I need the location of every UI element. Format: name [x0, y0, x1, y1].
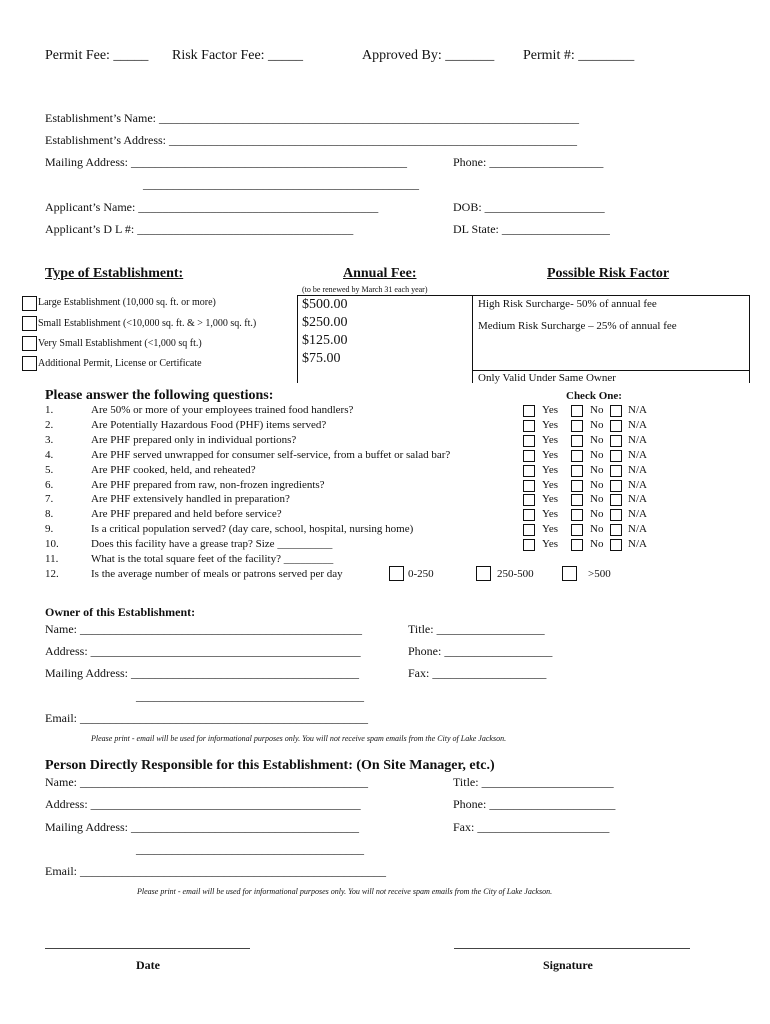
question-7-no-label: No — [590, 493, 604, 505]
possible-risk-factor-heading: Possible Risk Factor — [547, 266, 670, 281]
question-9-yes-checkbox[interactable] — [523, 524, 535, 536]
question-number: 5. — [45, 464, 54, 476]
question-10-no-label: No — [590, 538, 604, 550]
permit-fee-field[interactable]: Permit Fee: _____ — [45, 48, 149, 63]
question-4-no-label: No — [590, 449, 604, 461]
owner-email-note: Please print - email will be used for informational purposes only. You will not receive spam emails from the City of Lake Jackson. — [91, 734, 507, 743]
manager-email-field[interactable]: Email: ___________________________________________________ — [45, 864, 386, 878]
question-4-na-label: N/A — [628, 449, 647, 461]
question-3-no-label: No — [590, 434, 604, 446]
large-establishment-fee: $500.00 — [302, 297, 348, 312]
very-small-establishment-checkbox[interactable] — [22, 336, 37, 351]
questions-heading: Please answer the following questions: — [45, 388, 274, 403]
question-1-yes-checkbox[interactable] — [523, 405, 535, 417]
date-label: Date — [136, 958, 160, 972]
owner-title-field[interactable]: Title: __________________ — [408, 622, 545, 636]
owner-name-field[interactable]: Name: _______________________________________________ — [45, 622, 362, 636]
question-text: Are PHF prepared only in individual portions? — [91, 434, 297, 446]
question-4-yes-checkbox[interactable] — [523, 450, 535, 462]
question-number: 7. — [45, 493, 54, 505]
small-establishment-checkbox[interactable] — [22, 316, 37, 331]
question-6-yes-label: Yes — [542, 479, 559, 491]
question-3-yes-label: Yes — [542, 434, 559, 446]
question-number: 4. — [45, 449, 54, 461]
question-5-yes-checkbox[interactable] — [523, 465, 535, 477]
question-9-na-label: N/A — [628, 523, 647, 535]
phone-field[interactable]: Phone: ___________________ — [453, 155, 604, 169]
question-number: 3. — [45, 434, 54, 446]
question-text: Are PHF extensively handled in preparation? — [91, 493, 290, 505]
question-5-na-label: N/A — [628, 464, 647, 476]
question-9-no-checkbox[interactable] — [571, 524, 583, 536]
meals-250-500-label: 250-500 — [497, 568, 534, 580]
question-3-yes-checkbox[interactable] — [523, 435, 535, 447]
high-risk-surcharge: High Risk Surcharge- 50% of annual fee — [478, 298, 657, 310]
owner-fax-field[interactable]: Fax: ___________________ — [408, 666, 547, 680]
question-1-no-checkbox[interactable] — [571, 405, 583, 417]
question-2-yes-checkbox[interactable] — [523, 420, 535, 432]
mailing-address-field[interactable]: Mailing Address: ______________________________________________ — [45, 155, 407, 169]
question-number: 8. — [45, 508, 54, 520]
fee-table-inner-bottom — [472, 370, 750, 371]
applicant-name-field[interactable]: Applicant’s Name: ________________________________________ — [45, 200, 379, 214]
question-7-na-label: N/A — [628, 493, 647, 505]
annual-fee-heading: Annual Fee: — [343, 266, 417, 281]
manager-address-field[interactable]: Address: _____________________________________________ — [45, 797, 361, 811]
question-number: 12. — [45, 568, 59, 580]
annual-fee-note: (to be renewed by March 31 each year) — [302, 285, 428, 294]
question-2-na-checkbox[interactable] — [610, 420, 622, 432]
owner-heading: Owner of this Establishment: — [45, 605, 196, 619]
question-number: 1. — [45, 404, 54, 416]
check-one-label: Check One: — [566, 390, 622, 402]
question-1-na-label: N/A — [628, 404, 647, 416]
manager-mailing-line2[interactable]: ______________________________________ — [136, 842, 364, 856]
question-2-na-label: N/A — [628, 419, 647, 431]
question-8-no-label: No — [590, 508, 604, 520]
date-line[interactable] — [45, 948, 250, 949]
additional-permit-fee: $75.00 — [302, 351, 341, 366]
owner-phone-field[interactable]: Phone: __________________ — [408, 644, 553, 658]
question-text: Are PHF prepared and held before service? — [91, 508, 282, 520]
question-9-yes-label: Yes — [542, 523, 559, 535]
meals-over-500-checkbox[interactable] — [562, 566, 577, 581]
large-establishment-checkbox[interactable] — [22, 296, 37, 311]
question-3-na-checkbox[interactable] — [610, 435, 622, 447]
question-text: Is the average number of meals or patrons served per day — [91, 568, 343, 580]
question-6-no-checkbox[interactable] — [571, 480, 583, 492]
question-7-yes-label: Yes — [542, 493, 559, 505]
risk-factor-fee-field[interactable]: Risk Factor Fee: _____ — [172, 48, 304, 63]
question-8-na-label: N/A — [628, 508, 647, 520]
additional-permit-checkbox[interactable] — [22, 356, 37, 371]
question-text: Are PHF prepared from raw, non-frozen ingredients? — [91, 479, 325, 491]
question-3-no-checkbox[interactable] — [571, 435, 583, 447]
question-8-yes-label: Yes — [542, 508, 559, 520]
owner-address-field[interactable]: Address: _____________________________________________ — [45, 644, 361, 658]
question-10-yes-label: Yes — [542, 538, 559, 550]
question-text[interactable]: Does this facility have a grease trap? Size __________ — [91, 538, 333, 550]
fee-table-top-border — [297, 295, 750, 296]
question-8-yes-checkbox[interactable] — [523, 509, 535, 521]
manager-heading: Person Directly Responsible for this Establishment: (On Site Manager, etc.) — [45, 758, 495, 773]
question-number: 6. — [45, 479, 54, 491]
question-6-no-label: No — [590, 479, 604, 491]
question-6-yes-checkbox[interactable] — [523, 480, 535, 492]
question-9-na-checkbox[interactable] — [610, 524, 622, 536]
very-small-establishment-fee: $125.00 — [302, 333, 348, 348]
mailing-address-line2[interactable]: ______________________________________________ — [143, 177, 419, 191]
question-text: Is a critical population served? (day care, school, hospital, nursing home) — [91, 523, 414, 535]
question-3-na-label: N/A — [628, 434, 647, 446]
owner-mailing-line2[interactable]: ______________________________________ — [136, 689, 364, 703]
additional-permit-label: Additional Permit, License or Certificate — [38, 358, 202, 369]
question-7-na-checkbox[interactable] — [610, 494, 622, 506]
question-text: Are PHF cooked, held, and reheated? — [91, 464, 256, 476]
applicant-dl-field[interactable]: Applicant’s D L #: ____________________________________ — [45, 222, 354, 236]
medium-risk-surcharge: Medium Risk Surcharge – 25% of annual fee — [478, 320, 677, 332]
question-1-yes-label: Yes — [542, 404, 559, 416]
manager-fax-field[interactable]: Fax: ______________________ — [453, 820, 610, 834]
question-2-yes-label: Yes — [542, 419, 559, 431]
question-text: Are 50% or more of your employees trained food handlers? — [91, 404, 354, 416]
question-5-no-checkbox[interactable] — [571, 465, 583, 477]
large-establishment-label: Large Establishment (10,000 sq. ft. or more) — [38, 297, 216, 308]
question-10-yes-checkbox[interactable] — [523, 539, 535, 551]
small-establishment-fee: $250.00 — [302, 315, 348, 330]
question-7-no-checkbox[interactable] — [571, 494, 583, 506]
meals-over-500-label: >500 — [588, 568, 611, 580]
fee-table-left-border — [297, 295, 298, 383]
question-5-no-label: No — [590, 464, 604, 476]
permit-number-field[interactable]: Permit #: ________ — [523, 48, 635, 63]
valid-owner-note: Only Valid Under Same Owner — [478, 372, 616, 384]
question-7-yes-checkbox[interactable] — [523, 494, 535, 506]
meals-0-250-label: 0-250 — [408, 568, 434, 580]
question-6-na-checkbox[interactable] — [610, 480, 622, 492]
approved-by-field[interactable]: Approved By: _______ — [362, 48, 495, 63]
question-10-no-checkbox[interactable] — [571, 539, 583, 551]
question-4-na-checkbox[interactable] — [610, 450, 622, 462]
question-8-na-checkbox[interactable] — [610, 509, 622, 521]
manager-email-note: Please print - email will be used for informational purposes only. You will not receive spam emails from the City of Lake Jackson. — [137, 887, 553, 896]
manager-title-field[interactable]: Title: ______________________ — [453, 775, 614, 789]
manager-mailing-field[interactable]: Mailing Address: ______________________________________ — [45, 820, 359, 834]
question-9-no-label: No — [590, 523, 604, 535]
question-10-na-label: N/A — [628, 538, 647, 550]
question-5-na-checkbox[interactable] — [610, 465, 622, 477]
small-establishment-label: Small Establishment (<10,000 sq. ft. & > 1,000 sq. ft.) — [38, 318, 257, 329]
establishment-name-field[interactable]: Establishment’s Name: ______________________________________________________________________ — [45, 111, 579, 125]
dl-state-field[interactable]: DL State: __________________ — [453, 222, 610, 236]
question-10-na-checkbox[interactable] — [610, 539, 622, 551]
owner-email-field[interactable]: Email: ________________________________________________ — [45, 711, 368, 725]
manager-phone-field[interactable]: Phone: _____________________ — [453, 797, 616, 811]
question-8-no-checkbox[interactable] — [571, 509, 583, 521]
owner-mailing-field[interactable]: Mailing Address: ______________________________________ — [45, 666, 359, 680]
question-2-no-checkbox[interactable] — [571, 420, 583, 432]
establishment-address-field[interactable]: Establishment’s Address: ____________________________________________________________________ — [45, 133, 577, 147]
very-small-establishment-label: Very Small Establishment (<1,000 sq ft.) — [38, 338, 202, 349]
question-2-no-label: No — [590, 419, 604, 431]
question-text: Are PHF served unwrapped for consumer self-service, from a buffet or salad bar? — [91, 449, 451, 461]
question-6-na-label: N/A — [628, 479, 647, 491]
question-1-no-label: No — [590, 404, 604, 416]
question-text: Are Potentially Hazardous Food (PHF) items served? — [91, 419, 327, 431]
signature-line[interactable] — [454, 948, 690, 949]
question-4-yes-label: Yes — [542, 449, 559, 461]
meals-0-250-checkbox[interactable] — [389, 566, 404, 581]
meals-250-500-checkbox[interactable] — [476, 566, 491, 581]
question-number: 10. — [45, 538, 59, 550]
question-text[interactable]: What is the total square feet of the facility? _________ — [91, 553, 334, 565]
question-1-na-checkbox[interactable] — [610, 405, 622, 417]
question-4-no-checkbox[interactable] — [571, 450, 583, 462]
question-number: 2. — [45, 419, 54, 431]
dob-field[interactable]: DOB: ____________________ — [453, 200, 605, 214]
signature-label: Signature — [543, 958, 593, 972]
question-number: 11. — [45, 553, 59, 565]
question-number: 9. — [45, 523, 54, 535]
question-5-yes-label: Yes — [542, 464, 559, 476]
manager-name-field[interactable]: Name: ________________________________________________ — [45, 775, 368, 789]
type-of-establishment-heading: Type of Establishment: — [45, 266, 184, 281]
